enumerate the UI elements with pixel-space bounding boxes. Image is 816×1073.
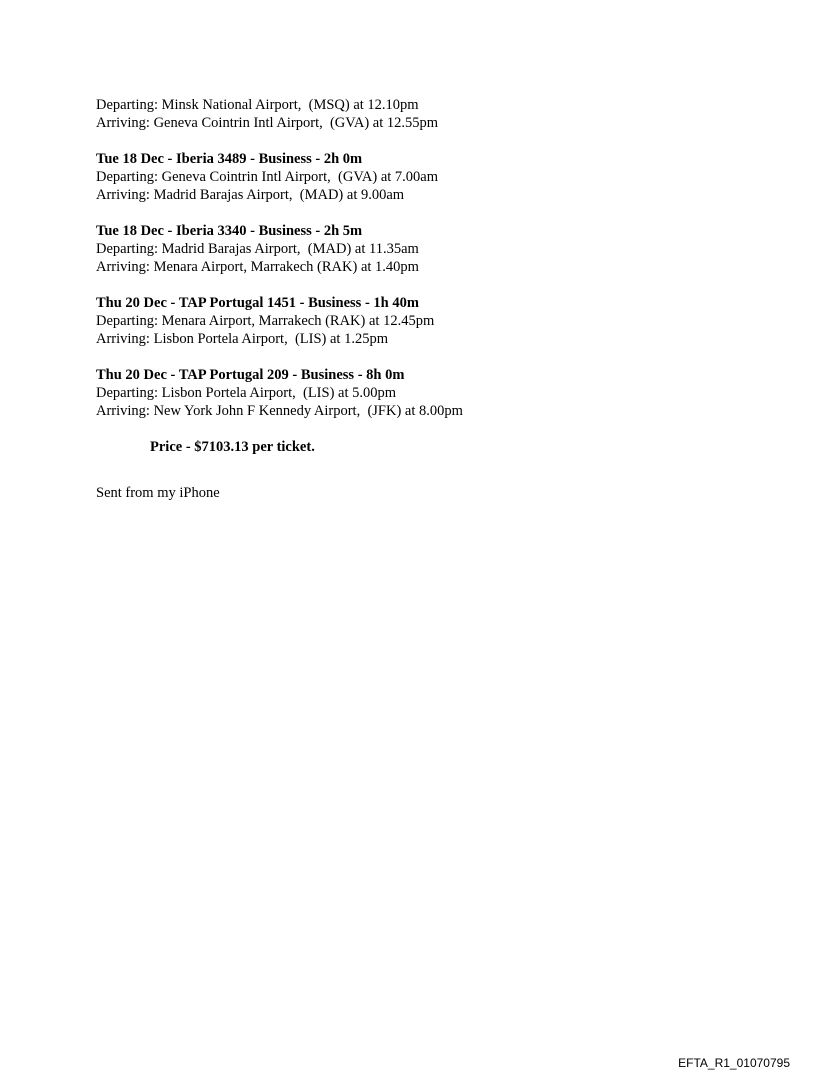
departing-line: Departing: Minsk National Airport, (MSQ) at 12.10pm	[96, 97, 419, 113]
email-body	[96, 96, 736, 502]
flight-heading: Thu 20 Dec - TAP Portugal 209 - Business - 8h 0m	[96, 367, 405, 383]
flight-segment	[96, 294, 736, 348]
arriving-line: Arriving: Lisbon Portela Airport, (LIS) at 1.25pm	[96, 331, 388, 347]
flight-segment	[96, 366, 736, 420]
departing-line: Departing: Lisbon Portela Airport, (LIS) at 5.00pm	[96, 385, 397, 401]
flight-segment	[96, 150, 736, 204]
arriving-line: Arriving: Madrid Barajas Airport, (MAD) at 9.00am	[96, 187, 405, 203]
arriving-line: Arriving: Menara Airport, Marrakech (RAK) at 1.40pm	[96, 259, 419, 275]
flight-heading: Tue 18 Dec - Iberia 3340 - Business - 2h 5m	[96, 223, 363, 239]
arriving-line: Arriving: New York John F Kennedy Airport, (JFK) at 8.00pm	[96, 403, 463, 419]
flight-heading: Tue 18 Dec - Iberia 3489 - Business - 2h 0m	[96, 151, 363, 167]
departing-line: Departing: Madrid Barajas Airport, (MAD) at 11.35am	[96, 241, 419, 257]
departing-line: Departing: Menara Airport, Marrakech (RAK) at 12.45pm	[96, 313, 435, 329]
flight-segment	[96, 222, 736, 276]
flight-segment-continuation	[96, 96, 736, 132]
arriving-line: Arriving: Geneva Cointrin Intl Airport, (GVA) at 12.55pm	[96, 115, 439, 131]
flight-heading: Thu 20 Dec - TAP Portugal 1451 - Business - 1h 40m	[96, 295, 419, 311]
departing-line: Departing: Geneva Cointrin Intl Airport, (GVA) at 7.00am	[96, 169, 439, 185]
price-line: Price - $7103.13 per ticket.	[150, 439, 315, 455]
document-id-stamp: EFTA_R1_01070795	[678, 1056, 790, 1070]
email-signature: Sent from my iPhone	[96, 485, 220, 501]
